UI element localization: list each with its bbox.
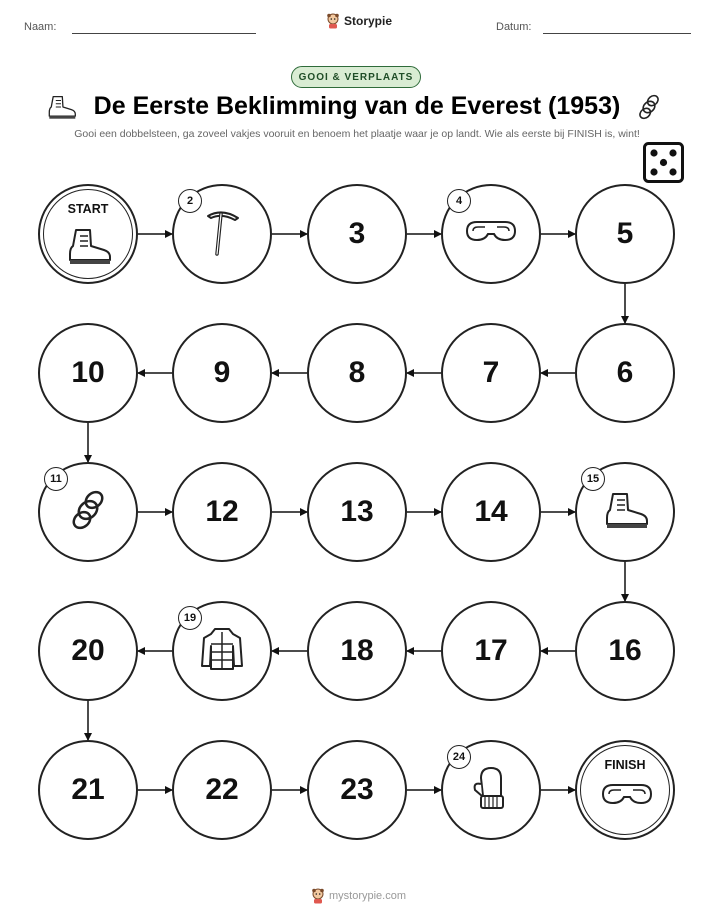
cell-number: 13 [340, 495, 374, 528]
board-cell-10 [38, 323, 138, 423]
rope-icon [68, 488, 108, 537]
board-cell-1 [38, 184, 138, 284]
board-cell-6 [575, 323, 675, 423]
board-cell-19 [172, 601, 272, 701]
board-cell-20 [38, 601, 138, 701]
game-type-tag: GOOI & VERPLAATS [291, 66, 421, 88]
board-cell-22 [172, 740, 272, 840]
board-cell-23 [307, 740, 407, 840]
finish-label: FINISH [604, 758, 646, 772]
board-cell-18 [307, 601, 407, 701]
cell-number: 12 [205, 495, 239, 528]
brand-name: Storypie [344, 14, 393, 28]
boot-icon [64, 226, 112, 271]
board-cell-21 [38, 740, 138, 840]
goggles-icon [465, 219, 517, 250]
board-cell-3 [307, 184, 407, 284]
cell-number: 3 [348, 217, 366, 250]
start-label: START [67, 202, 109, 216]
board-cell-16 [575, 601, 675, 701]
board-cell-7 [441, 323, 541, 423]
cell-number-badge: 4 [447, 189, 471, 213]
cell-number-badge: 19 [178, 606, 202, 630]
footer [311, 888, 406, 904]
board-cell-9 [172, 323, 272, 423]
cell-number: 16 [608, 634, 642, 667]
cell-number-badge: 15 [581, 467, 605, 491]
board-cell-24 [441, 740, 541, 840]
date-label: Datum: [496, 21, 532, 33]
cell-number-badge: 24 [447, 745, 471, 769]
instructions: Gooi een dobbelsteen, ga zoveel vakjes vooruit en benoem het plaatje waar je op landt. Wie als eerste bij FINISH is, wint! [74, 128, 640, 140]
cell-number: 9 [213, 356, 231, 389]
board-cell-13 [307, 462, 407, 562]
board-cell-25 [575, 740, 675, 840]
cell-number: 22 [205, 773, 239, 806]
jacket-icon [200, 626, 244, 677]
cell-number: 20 [71, 634, 105, 667]
cell-number: 21 [71, 773, 105, 806]
board-cell-11 [38, 462, 138, 562]
ice-axe-icon [202, 206, 242, 263]
cell-number: 10 [71, 356, 105, 389]
cell-number: 23 [340, 773, 374, 806]
board-cell-12 [172, 462, 272, 562]
cell-number: 17 [474, 634, 508, 667]
cell-number: 5 [616, 217, 634, 250]
mitten-icon [471, 764, 511, 817]
goggles-icon [601, 782, 653, 813]
cell-number: 18 [340, 634, 374, 667]
storypie-mascot-icon [311, 888, 325, 904]
name-label: Naam: [24, 21, 57, 33]
page-title: De Eerste Beklimming van de Everest (1953) [93, 92, 621, 120]
cell-number-badge: 11 [44, 467, 68, 491]
cell-number: 7 [482, 356, 500, 389]
board-cell-17 [441, 601, 541, 701]
cell-number: 8 [348, 356, 366, 389]
board-cell-14 [441, 462, 541, 562]
board-cell-5 [575, 184, 675, 284]
board-cell-15 [575, 462, 675, 562]
board-cell-8 [307, 323, 407, 423]
board-cell-4 [441, 184, 541, 284]
board-cell-2 [172, 184, 272, 284]
cell-number-badge: 2 [178, 189, 202, 213]
footer-url: mystorypie.com [329, 890, 407, 902]
cell-number: 6 [616, 356, 634, 389]
cell-number: 14 [474, 495, 508, 528]
boot-icon [601, 490, 649, 535]
